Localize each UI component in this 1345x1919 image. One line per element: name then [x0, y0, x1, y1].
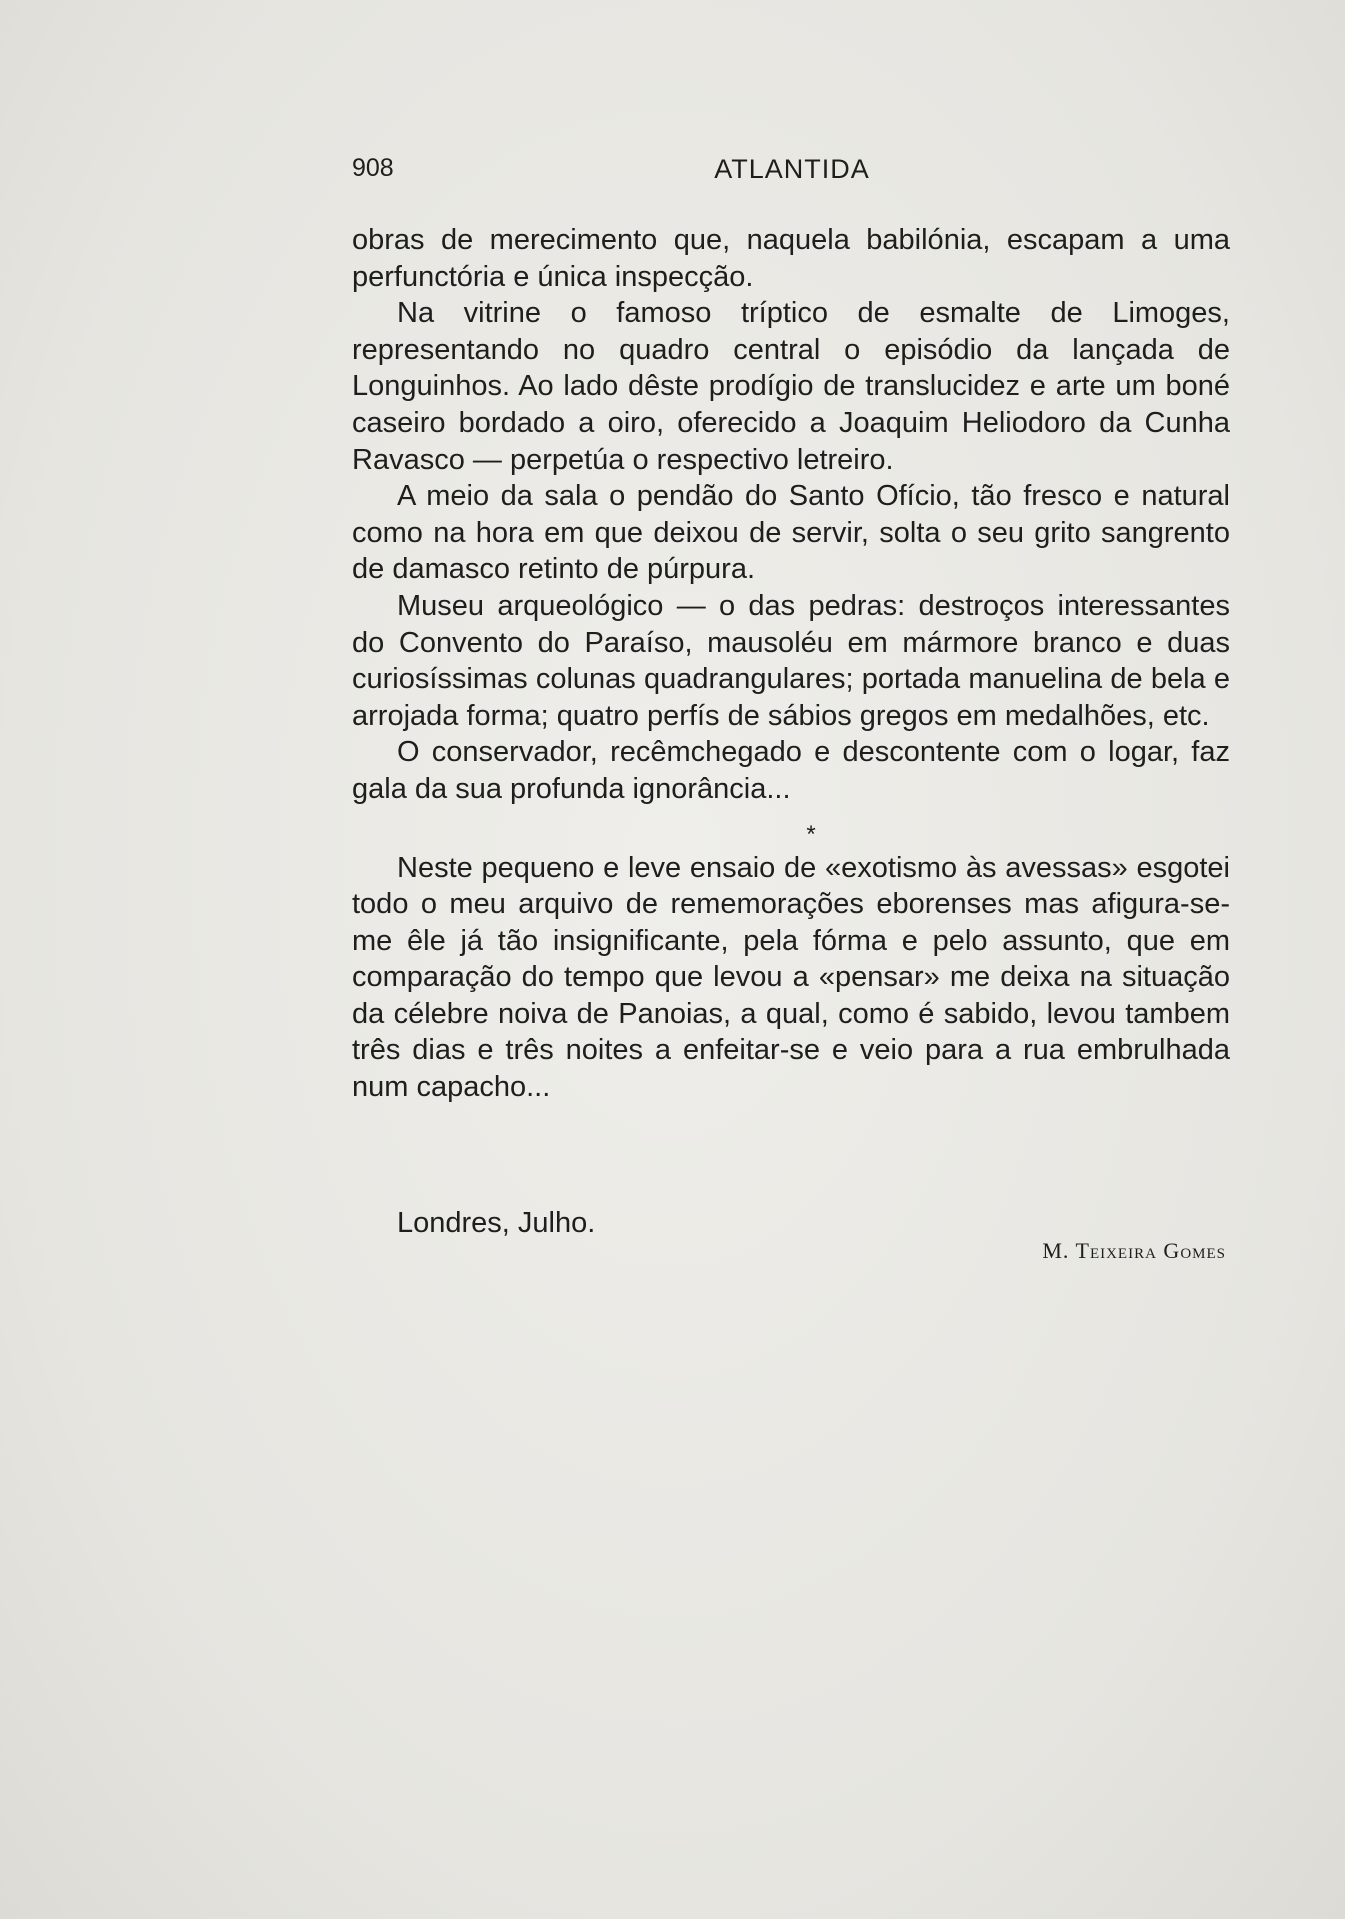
paragraph-1: obras de merecimento que, naquela babilónia, escapam a uma perfunctória e única inspecção. — [352, 224, 1230, 293]
paragraph-6: Neste pequeno e leve ensaio de «exotismo às avessas» esgotei todo o meu arquivo de rememorações eborenses mas afigura-se-me êle já tão insignificante, pela fórma e pelo assunto, que em comparação do tempo que levou a «pensar» me deixa na situação da célebre noiva de Panoias, a qual, como é sabido, levou tambem três dias e três noites a enfeitar-se e veio para a rua embrulhada num capacho... — [352, 851, 1230, 1104]
article-closing — [352, 1205, 1230, 1285]
page-header — [352, 154, 1232, 194]
place-date: Londres, Julho. — [397, 1207, 596, 1239]
article-body — [352, 222, 1230, 1106]
paragraph-3: A meio da sala o pendão do Santo Ofício, tão fresco e natural como na hora em que deixou de servir, solta o seu grito sangrento de damasco retinto de púrpura. — [352, 480, 1230, 586]
running-title: ATLANTIDA — [714, 154, 870, 184]
paragraph-4: Museu arqueológico — o das pedras: destroços interessantes do Convento do Paraíso, mausoléu em mármore branco e duas curiosíssimas colunas quadrangulares; portada manuelina de bela e arrojada forma; quatro perfís de sábios gregos em medalhões, etc. — [352, 589, 1230, 732]
paragraph-2: Na vitrine o famoso tríptico de esmalte de Limoges, representando no quadro central o episódio da lançada de Longuinhos. Ao lado dêste prodígio de translucidez e arte um boné caseiro bordado a oiro, oferecido a Joaquim Heliodoro da Cunha Ravasco — perpetúa o respectivo letreiro. — [352, 297, 1230, 476]
paragraph-5: O conservador, recêmchegado e descontente com o logar, faz gala da sua profunda ignorância... — [352, 736, 1230, 805]
asterisk-glyph: * — [806, 820, 816, 848]
author-signature: M. Teixeira Gomes — [1042, 1238, 1226, 1263]
section-separator — [352, 808, 1230, 850]
page-number: 908 — [352, 154, 394, 182]
